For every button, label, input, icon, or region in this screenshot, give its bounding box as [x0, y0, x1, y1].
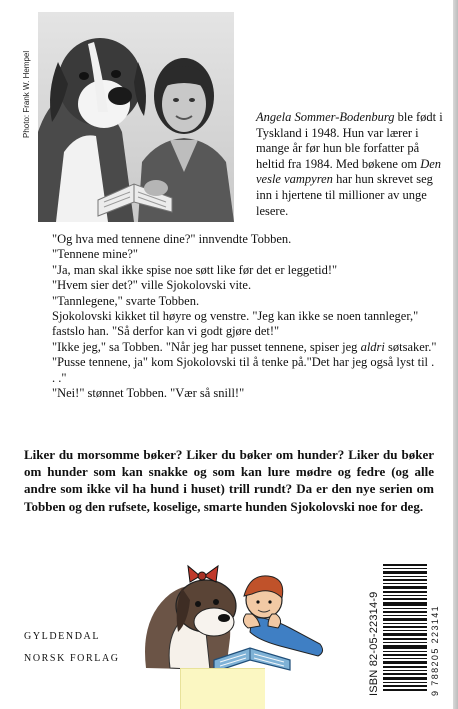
bio-text-2: har hun skrevet seg inn i hjertene til millioner av unge lesere. [256, 172, 433, 218]
barcode-bars [383, 564, 427, 692]
photo-credit: Photo: Frank W. Hempel [22, 50, 31, 138]
excerpt-line: Sjokolovski kikket til høyre og venstre. "Jeg kan ikke se noen tannleger," fastslo han. "Så derfor kan vi godt gjøre det!" [52, 309, 419, 339]
excerpt-line: "Ja, man skal ikke spise noe søtt like før det er leggetid!" [52, 262, 338, 277]
publisher-logo [24, 626, 120, 670]
excerpt-line: "Tannlegene," svarte Tobben. [52, 293, 200, 308]
excerpt-line: "Tennene mine?" [52, 247, 139, 262]
publisher-line-2: NORSK FORLAG [24, 653, 120, 664]
price-sticker [180, 668, 265, 709]
author-bio [256, 110, 446, 219]
publisher-line-1: GYLDENDAL [24, 631, 101, 642]
author-name: Angela Sommer-Bodenburg [256, 110, 395, 124]
author-photo [38, 12, 234, 222]
bio-series-title: Den vesle vampyren [256, 156, 442, 187]
book-blurb: Liker du morsomme bøker? Liker du bøker om hunder? Liker du bøker om hunder som kan snakke og som kan lure mødre og fedre (og alle andre som ikke vil ha hund i huset) trill rundt? Da er den nye serien om Tobben og den rufsete, koselige, smarte hunden Sjokolovski noe for deg. [24, 447, 434, 514]
excerpt-line [52, 340, 438, 355]
bio-text-1: ble født i Tyskland i 1948. Hun var lærer i mange år før hun ble forfatter på heltid fra 1984. Med bøkene om [256, 110, 443, 171]
excerpt-text: "Ikke jeg," sa Tobben. "Når jeg har pusset tennene, spiser jeg [52, 339, 361, 354]
excerpt-line: "Nei!" stønnet Tobben. "Vær så snill!" [52, 386, 245, 401]
excerpt-line: "Og hva med tennene dine?" innvendte Tobben. [52, 232, 292, 246]
excerpt-emphasis: aldri [360, 339, 385, 354]
story-excerpt [52, 232, 438, 401]
cover-edge [453, 0, 458, 709]
ean-number: 9 788205 223141 [430, 604, 440, 696]
excerpt-line: "Pusse tennene, ja" kom Sjokolovski til å tenke på."Det har jeg også lyst til . . ." [52, 355, 435, 385]
dog-and-boy-illustration [140, 548, 332, 684]
isbn-number: ISBN 82-05-22314-9 [368, 591, 380, 696]
excerpt-text: søtsaker." [384, 339, 437, 354]
barcode [366, 560, 446, 696]
excerpt-line: "Hvem sier det?" ville Sjokolovski vite. [52, 278, 252, 293]
